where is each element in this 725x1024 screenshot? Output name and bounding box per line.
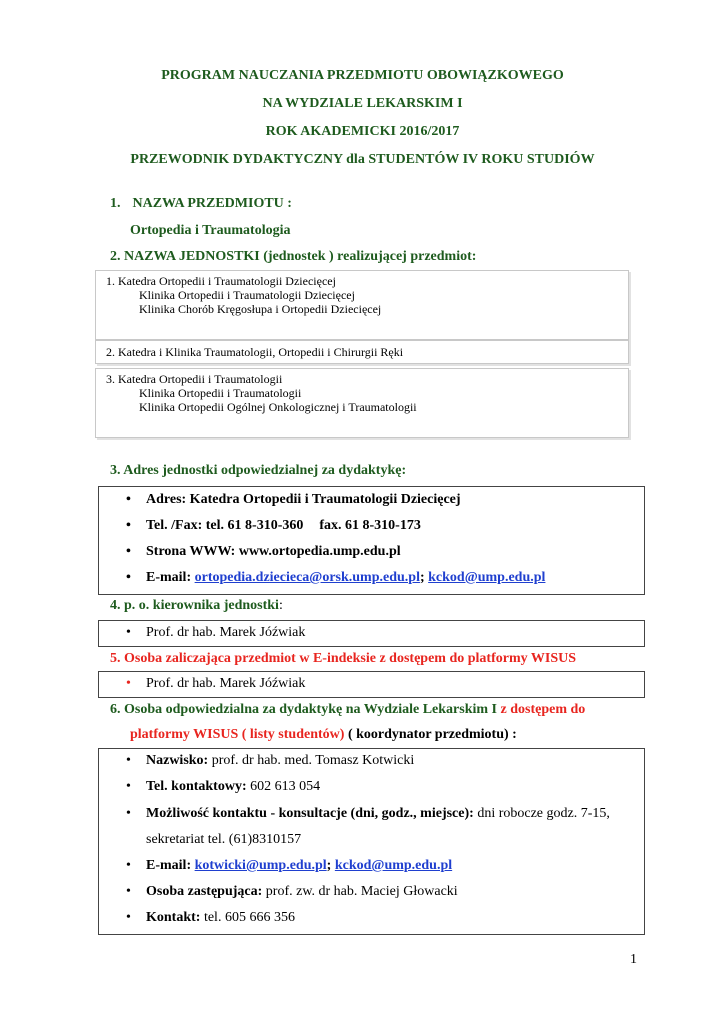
header-line-4: PRZEWODNIK DYDAKTYCZNY dla STUDENTÓW IV ROKU STUDIÓW <box>130 152 595 167</box>
deputy-label: Osoba zastępująca: <box>146 884 263 899</box>
bullet-icon: • <box>126 625 131 640</box>
coordinator-email-separator: ; <box>326 858 332 873</box>
section-6-title-a: 6. Osoba odpowiedzialna za dydaktykę na Wydziale Lekarskim I <box>110 702 498 717</box>
unit-3-clinic-2: Klinika Ortopedii Ogólnej Onkologicznej i Traumatologii <box>139 400 417 414</box>
consultation-hours: dni robocze godz. 7-15, <box>473 806 610 821</box>
examiner-item <box>126 676 305 692</box>
section-2-heading: 2. NAZWA JEDNOSTKI (jednostek ) realizującej przedmiot: <box>110 249 477 264</box>
consultation-item <box>126 806 610 822</box>
unit-1-clinic-2: Klinika Chorób Kręgosłupa i Ortopedii Dziecięcej <box>139 302 382 316</box>
page-number: 1 <box>630 952 637 967</box>
bullet-icon: • <box>126 492 131 507</box>
unit-3-name: 3. Katedra Ortopedii i Traumatologii <box>106 372 283 386</box>
bullet-icon: • <box>126 884 131 899</box>
section-1-number: 1. <box>110 196 121 211</box>
website-item <box>126 544 401 560</box>
deputy-contact-label: Kontakt: <box>146 910 201 925</box>
bullet-icon: • <box>126 518 131 533</box>
coordinator-email-link-2[interactable]: kckod@ump.edu.pl <box>334 858 453 873</box>
phone-text: Tel. /Fax: tel. 61 8-310-360 <box>146 518 304 533</box>
unit-1-name: 1. Katedra Ortopedii i Traumatologii Dziecięcej <box>106 274 336 288</box>
coordinator-email-link-1[interactable]: kotwicki@ump.edu.pl <box>194 858 327 873</box>
coordinator-phone-label: Tel. kontaktowy: <box>146 779 247 794</box>
email-item <box>126 570 545 586</box>
section-6-heading-line-2 <box>130 727 517 743</box>
email-separator: ; <box>419 570 425 585</box>
unit-2-name: 2. Katedra i Klinika Traumatologii, Ortopedii i Chirurgii Ręki <box>106 345 404 359</box>
deputy-item <box>126 884 458 900</box>
section-6-heading-line-1 <box>110 702 585 718</box>
subject-name: Ortopedia i Traumatologia <box>130 223 291 238</box>
coordinator-name-label: Nazwisko: <box>146 753 209 768</box>
email-link-1[interactable]: ortopedia.dziecieca@orsk.ump.edu.pl <box>194 570 420 585</box>
head-name: Prof. dr hab. Marek Jóźwiak <box>146 625 306 640</box>
unit-1-clinic-1: Klinika Ortopedii i Traumatologii Dziecięcej <box>139 288 355 302</box>
fax-text: fax. 61 8-310-173 <box>319 518 421 533</box>
section-1-heading <box>110 196 292 212</box>
section-6-title-b: z dostępem do <box>497 702 586 717</box>
deputy-name: prof. zw. dr hab. Maciej Głowacki <box>262 884 458 899</box>
website-text: Strona WWW: www.ortopedia.ump.edu.pl <box>146 544 401 559</box>
head-item <box>126 625 305 641</box>
coordinator-name-item <box>126 753 414 769</box>
bullet-icon: • <box>126 858 131 873</box>
coordinator-phone: 602 613 054 <box>246 779 321 794</box>
section-1-title: NAZWA PRZEDMIOTU : <box>132 196 292 211</box>
examiner-name: Prof. dr hab. Marek Jóźwiak <box>146 676 306 691</box>
section-3-heading: 3. Adres jednostki odpowiedzialnej za dydaktykę: <box>110 463 407 478</box>
coordinator-email-item <box>126 858 452 874</box>
secretariat-phone: sekretariat tel. (61)8310157 <box>146 832 302 847</box>
unit-box-1 <box>95 270 629 340</box>
deputy-contact: tel. 605 666 356 <box>200 910 295 925</box>
header-line-1: PROGRAM NAUCZANIA PRZEDMIOTU OBOWIĄZKOWEGO <box>161 68 564 83</box>
unit-box-2 <box>95 340 629 364</box>
deputy-contact-item <box>126 910 295 926</box>
unit-3-clinic-1: Klinika Ortopedii i Traumatologii <box>139 386 302 400</box>
section-6-title-d: ( koordynator przedmiotu) : <box>344 727 517 742</box>
bullet-icon: • <box>126 544 131 559</box>
bullet-icon: • <box>126 806 131 821</box>
bullet-icon: • <box>126 910 131 925</box>
email-label: E-mail: <box>146 570 192 585</box>
section-6-title-c: platformy WISUS ( listy studentów) <box>130 727 345 742</box>
coordinator-name: prof. dr hab. med. Tomasz Kotwicki <box>208 753 415 768</box>
section-4-colon: : <box>278 598 283 613</box>
coordinator-email-label: E-mail: <box>146 858 192 873</box>
bullet-icon: • <box>126 570 131 585</box>
address-item <box>126 492 461 508</box>
section-5-heading: 5. Osoba zaliczająca przedmiot w E-indeksie z dostępem do platformy WISUS <box>110 651 576 666</box>
phone-item <box>126 518 421 534</box>
consultation-label: Możliwość kontaktu - konsultacje (dni, godz., miejsce): <box>146 806 474 821</box>
bullet-icon: • <box>126 779 131 794</box>
bullet-icon: • <box>126 753 131 768</box>
header-line-2: NA WYDZIALE LEKARSKIM I <box>262 96 463 111</box>
email-link-2[interactable]: kckod@ump.edu.pl <box>428 570 546 585</box>
section-4-heading <box>110 598 283 614</box>
section-4-title: 4. p. o. kierownika jednostki <box>110 598 279 613</box>
address-text: Adres: Katedra Ortopedii i Traumatologii Dziecięcej <box>146 492 461 507</box>
coordinator-phone-item <box>126 779 320 795</box>
unit-box-3 <box>95 368 629 438</box>
bullet-icon: • <box>126 676 131 691</box>
header-line-3: ROK AKADEMICKI 2016/2017 <box>265 124 460 139</box>
